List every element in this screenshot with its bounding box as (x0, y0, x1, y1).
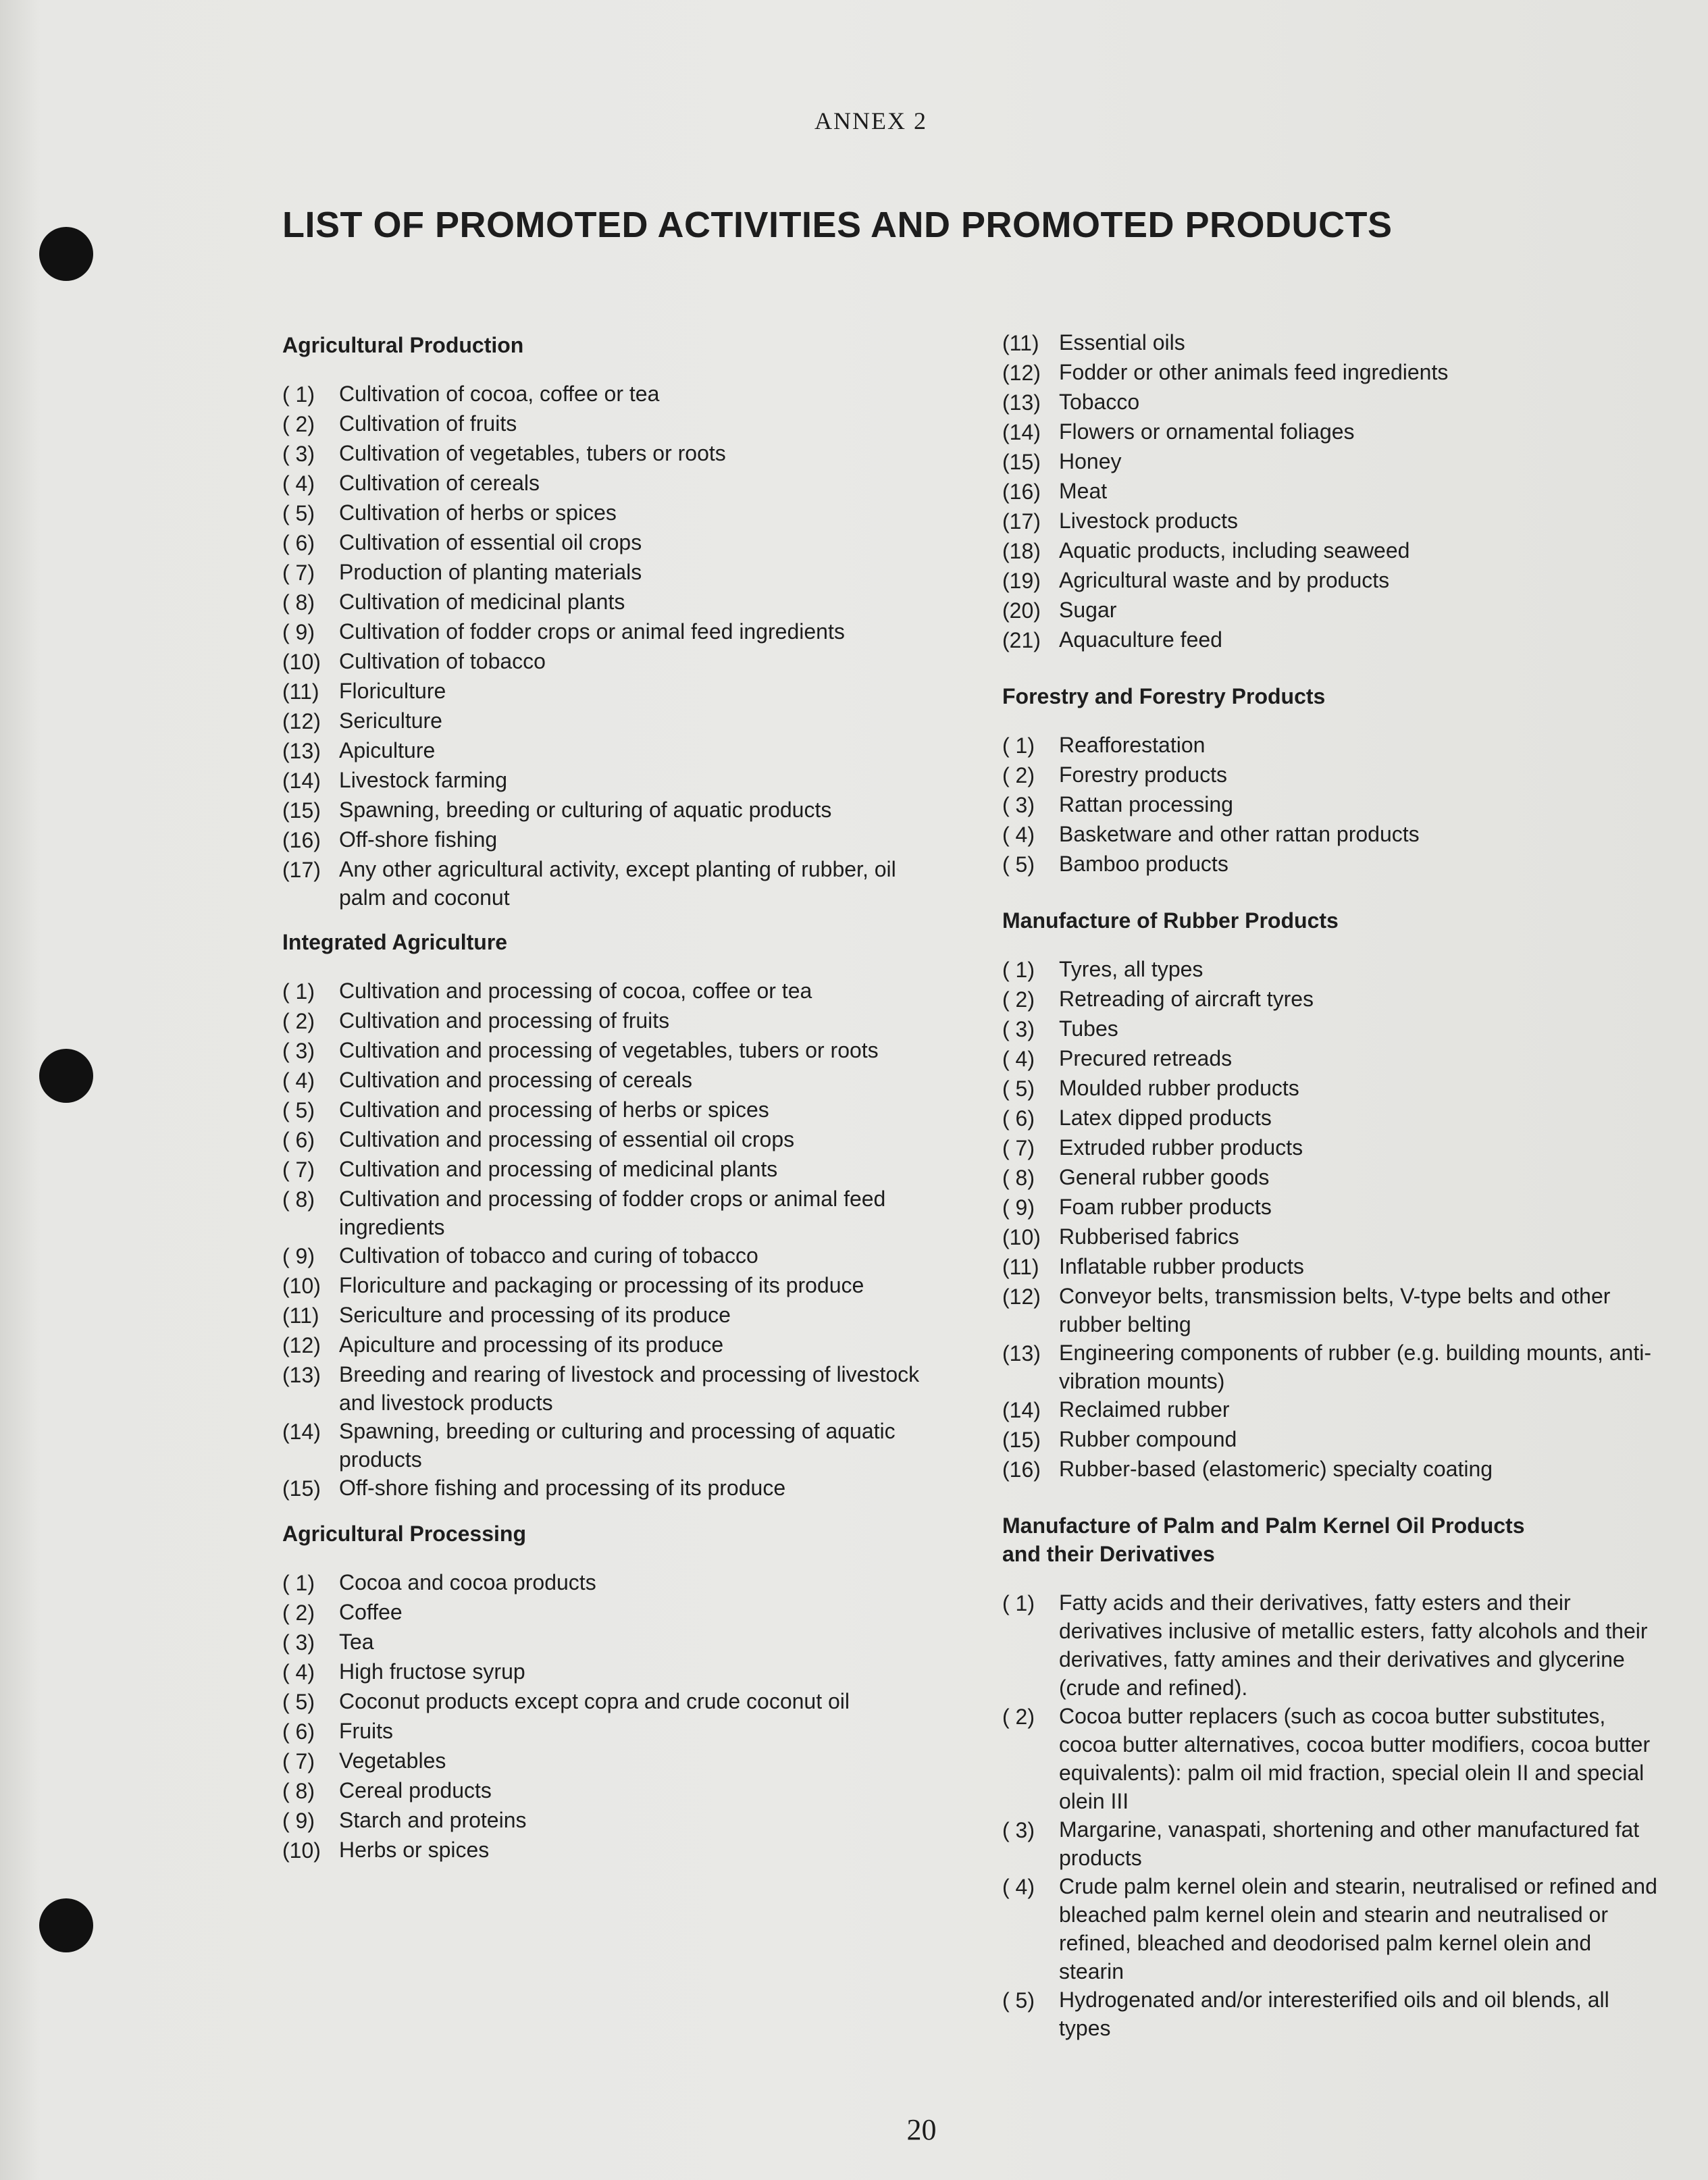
item-text: Fatty acids and their derivatives, fatty esters and their derivatives inclusive of metallic esters, fatty alcohols and their derivatives, fatty amines and their derivatives and glycerine (crude and refined). (1059, 1590, 1648, 1700)
item-text: Cultivation and processing of cocoa, coffee or tea (339, 979, 812, 1003)
item-number: (10) (1002, 1225, 1041, 1249)
item-text: Cereal products (339, 1778, 492, 1802)
item-text: Breeding and rearing of livestock and processing of livestock and livestock products (339, 1362, 920, 1415)
item-text: Rubber-based (elastomeric) specialty coating (1059, 1457, 1493, 1481)
item-text: Off-shore fishing (339, 827, 498, 852)
list-item (282, 1836, 941, 1865)
section-heading-forestry: Forestry and Forestry Products (1002, 684, 1326, 708)
item-number: (14) (1002, 420, 1041, 444)
list-agricultural-processing (282, 1568, 941, 1865)
item-number: (11) (1002, 331, 1039, 355)
item-text: Bamboo products (1059, 852, 1228, 876)
item-text: Cultivation of fruits (339, 411, 517, 436)
list-item (282, 1360, 941, 1417)
list-item (282, 1568, 941, 1598)
item-number: (16) (1002, 1457, 1041, 1482)
list-item (1002, 1395, 1661, 1425)
item-number: (10) (282, 650, 321, 674)
item-number: (16) (1002, 479, 1041, 504)
item-number: ( 8) (1002, 1166, 1035, 1190)
item-text: Cocoa and cocoa products (339, 1570, 596, 1594)
item-text: Cultivation of essential oil crops (339, 530, 642, 554)
item-text: Sericulture (339, 708, 442, 733)
item-number: ( 5) (282, 1690, 315, 1714)
list-item (282, 1301, 941, 1330)
item-number: ( 9) (282, 1244, 315, 1268)
list-item (282, 977, 941, 1006)
item-number: (12) (282, 1333, 321, 1357)
list-item (282, 1155, 941, 1185)
item-number: ( 4) (1002, 823, 1035, 847)
item-number: (17) (282, 858, 321, 882)
item-text: Agricultural waste and by products (1059, 568, 1390, 592)
item-number: ( 1) (282, 1571, 315, 1595)
list-item (1002, 417, 1661, 447)
list-item (1002, 1193, 1661, 1222)
item-text: Cultivation of cereals (339, 471, 540, 495)
list-item (1002, 1252, 1661, 1282)
item-text: Conveyor belts, transmission belts, V-type belts and other rubber belting (1059, 1284, 1611, 1336)
list-item (1002, 1339, 1661, 1395)
list-item (282, 706, 941, 736)
item-text: Cultivation of fodder crops or animal feed ingredients (339, 619, 845, 644)
item-number: ( 9) (282, 620, 315, 644)
item-text: Off-shore fishing and processing of its produce (339, 1476, 786, 1500)
binder-hole-bottom (39, 1898, 93, 1952)
item-number: (13) (1002, 1341, 1041, 1366)
list-item (282, 677, 941, 706)
list-item (282, 796, 941, 825)
list-item (282, 1095, 941, 1125)
list-item (1002, 358, 1661, 388)
item-number: (10) (282, 1274, 321, 1298)
item-text: Reclaimed rubber (1059, 1397, 1230, 1422)
section-heading-agricultural-production: Agricultural Production (282, 333, 524, 357)
item-number: ( 4) (1002, 1047, 1035, 1071)
item-text: General rubber goods (1059, 1165, 1270, 1189)
item-number: (12) (1002, 1284, 1041, 1309)
section-heading-integrated-agriculture: Integrated Agriculture (282, 930, 508, 954)
binder-hole-middle (39, 1049, 93, 1103)
list-item (282, 1271, 941, 1301)
item-text: Cultivation of cocoa, coffee or tea (339, 382, 660, 406)
list-item (282, 498, 941, 528)
item-text: Tubes (1059, 1016, 1118, 1041)
item-text: Honey (1059, 449, 1122, 473)
item-number: ( 5) (1002, 1076, 1035, 1101)
list-item (282, 825, 941, 855)
list-item (282, 736, 941, 766)
list-item (1002, 566, 1661, 596)
list-item (1002, 1282, 1661, 1339)
item-number: (20) (1002, 598, 1041, 623)
list-item (1002, 1163, 1661, 1193)
item-text: Livestock products (1059, 509, 1239, 533)
item-text: Sugar (1059, 598, 1117, 622)
list-item (1002, 955, 1661, 985)
list-item (1002, 820, 1661, 850)
item-text: Tobacco (1059, 390, 1140, 414)
binder-hole-top (39, 227, 93, 281)
list-item (282, 469, 941, 498)
list-item (282, 1687, 941, 1717)
item-number: ( 1) (1002, 1591, 1035, 1615)
item-text: Fodder or other animals feed ingredients (1059, 360, 1449, 384)
list-item (1002, 1044, 1661, 1074)
item-text: Forestry products (1059, 762, 1227, 787)
list-item (1002, 1986, 1661, 2042)
list-item (282, 439, 941, 469)
item-text: Any other agricultural activity, except planting of rubber, oil palm and coconut (339, 857, 896, 910)
item-text: High fructose syrup (339, 1659, 525, 1684)
item-number: (16) (282, 828, 321, 852)
list-agricultural-production (282, 380, 941, 912)
list-item (1002, 790, 1661, 820)
list-item (1002, 1588, 1661, 1702)
item-text: Retreading of aircraft tyres (1059, 987, 1314, 1011)
item-number: (21) (1002, 628, 1041, 652)
right-column (1002, 328, 1661, 2042)
item-text: Rubberised fabrics (1059, 1224, 1239, 1249)
item-number: ( 3) (1002, 793, 1035, 817)
item-text: Production of planting materials (339, 560, 642, 584)
item-text: Cultivation of tobacco (339, 649, 546, 673)
list-item (1002, 985, 1661, 1014)
list-item (1002, 625, 1661, 655)
list-item (1002, 1455, 1661, 1484)
item-text: Sericulture and processing of its produce (339, 1303, 731, 1327)
list-item (282, 1185, 941, 1241)
list-item (1002, 1425, 1661, 1455)
item-text: Floriculture (339, 679, 446, 703)
list-item (1002, 596, 1661, 625)
item-text: Tea (339, 1630, 374, 1654)
list-item (282, 1598, 941, 1628)
list-item (1002, 1702, 1661, 1815)
list-item (1002, 536, 1661, 566)
item-number: ( 3) (282, 1630, 315, 1655)
item-text: Aquatic products, including seaweed (1059, 538, 1410, 563)
list-item (282, 766, 941, 796)
list-item (1002, 1074, 1661, 1104)
item-text: Cultivation and processing of herbs or spices (339, 1097, 769, 1122)
item-number: ( 2) (282, 1009, 315, 1033)
item-text: Apiculture and processing of its produce (339, 1332, 724, 1357)
item-number: (12) (282, 709, 321, 733)
list-item (282, 1776, 941, 1806)
item-text: Coconut products except copra and crude coconut oil (339, 1689, 850, 1713)
item-number: ( 2) (1002, 987, 1035, 1012)
item-number: ( 9) (282, 1809, 315, 1833)
list-item (282, 1746, 941, 1776)
page-title: LIST OF PROMOTED ACTIVITIES AND PROMOTED PRODUCTS (282, 205, 1393, 245)
item-number: (13) (1002, 390, 1041, 415)
list-item (1002, 1815, 1661, 1872)
list-item (282, 528, 941, 558)
item-number: ( 4) (282, 1660, 315, 1684)
list-item (282, 588, 941, 617)
item-number: ( 1) (282, 979, 315, 1004)
item-text: Cultivation of herbs or spices (339, 500, 617, 525)
item-number: ( 4) (1002, 1875, 1035, 1899)
item-text: Rubber compound (1059, 1427, 1237, 1451)
item-text: Latex dipped products (1059, 1106, 1272, 1130)
item-number: (15) (1002, 450, 1041, 474)
list-item (282, 617, 941, 647)
item-text: Tyres, all types (1059, 957, 1204, 981)
item-number: ( 6) (282, 1128, 315, 1152)
list-item (282, 647, 941, 677)
list-item (282, 855, 941, 912)
item-number: (13) (282, 1363, 321, 1387)
item-text: Cultivation and processing of fruits (339, 1008, 670, 1033)
item-number: ( 9) (1002, 1195, 1035, 1220)
item-text: Flowers or ornamental foliages (1059, 419, 1355, 444)
list-item (1002, 328, 1661, 358)
item-text: Vegetables (339, 1748, 446, 1773)
item-text: Extruded rubber products (1059, 1135, 1303, 1160)
item-number: ( 2) (282, 1601, 315, 1625)
item-text: Coffee (339, 1600, 403, 1624)
item-text: Reafforestation (1059, 733, 1206, 757)
item-number: ( 7) (282, 561, 315, 585)
list-integrated-agriculture (282, 977, 941, 1503)
list-item (1002, 1222, 1661, 1252)
list-item (1002, 731, 1661, 760)
list-item (282, 380, 941, 409)
item-text: Cultivation and processing of vegetables, tubers or roots (339, 1038, 879, 1062)
list-item (1002, 850, 1661, 879)
annex-label: ANNEX 2 (814, 107, 927, 134)
item-text: Livestock farming (339, 768, 507, 792)
list-item (1002, 760, 1661, 790)
item-number: ( 2) (1002, 763, 1035, 787)
item-number: (12) (1002, 361, 1041, 385)
list-agricultural-processing-continued (1002, 328, 1661, 655)
item-number: ( 1) (282, 382, 315, 407)
item-number: ( 5) (282, 501, 315, 525)
item-number: ( 4) (282, 471, 315, 496)
item-text: Cultivation and processing of essential oil crops (339, 1127, 795, 1151)
item-text: Meat (1059, 479, 1108, 503)
item-text: Moulded rubber products (1059, 1076, 1299, 1100)
list-palm-oil (1002, 1588, 1661, 2042)
item-text: Foam rubber products (1059, 1195, 1272, 1219)
item-number: (13) (282, 739, 321, 763)
list-item (1002, 477, 1661, 507)
item-number: ( 3) (282, 1039, 315, 1063)
item-number: ( 8) (282, 1187, 315, 1212)
item-number: ( 3) (1002, 1017, 1035, 1041)
item-number: (11) (282, 679, 319, 704)
item-number: (15) (282, 1476, 321, 1501)
item-number: (15) (282, 798, 321, 823)
list-item (282, 1657, 941, 1687)
item-number: ( 8) (282, 1779, 315, 1803)
item-text: Engineering components of rubber (e.g. building mounts, anti-vibration mounts) (1059, 1341, 1651, 1393)
item-number: ( 2) (1002, 1705, 1035, 1729)
item-number: ( 6) (282, 1719, 315, 1744)
list-item (1002, 1872, 1661, 1986)
item-text: Spawning, breeding or culturing of aquatic products (339, 798, 832, 822)
item-number: (17) (1002, 509, 1041, 534)
list-item (282, 1628, 941, 1657)
item-number: (14) (1002, 1398, 1041, 1422)
item-text: Apiculture (339, 738, 436, 762)
list-item (282, 1717, 941, 1746)
item-number: ( 4) (282, 1068, 315, 1093)
section-heading-palm-oil: Manufacture of Palm and Palm Kernel Oil Products and their Derivatives (1002, 1513, 1525, 1566)
item-text: Rattan processing (1059, 792, 1233, 816)
item-number: (18) (1002, 539, 1041, 563)
item-number: (14) (282, 1420, 321, 1444)
item-number: (14) (282, 769, 321, 793)
item-text: Inflatable rubber products (1059, 1254, 1304, 1278)
item-text: Spawning, breeding or culturing and processing of aquatic products (339, 1419, 896, 1472)
item-text: Starch and proteins (339, 1808, 527, 1832)
list-item (282, 1036, 941, 1066)
list-item (282, 1066, 941, 1095)
item-text: Herbs or spices (339, 1838, 490, 1862)
list-item (1002, 1014, 1661, 1044)
item-number: ( 7) (282, 1158, 315, 1182)
item-number: ( 7) (282, 1749, 315, 1773)
item-number: ( 7) (1002, 1136, 1035, 1160)
item-text: Precured retreads (1059, 1046, 1233, 1070)
item-text: Cultivation of medicinal plants (339, 590, 625, 614)
list-item (282, 1330, 941, 1360)
item-text: Fruits (339, 1719, 393, 1743)
item-number: (11) (282, 1303, 319, 1328)
item-text: Margarine, vanaspati, shortening and other manufactured fat products (1059, 1817, 1640, 1870)
item-number: ( 6) (1002, 1106, 1035, 1131)
item-number: ( 5) (1002, 852, 1035, 877)
item-number: (10) (282, 1838, 321, 1863)
list-item (282, 1241, 941, 1271)
list-forestry (1002, 731, 1661, 879)
list-item (282, 1125, 941, 1155)
item-number: ( 1) (1002, 958, 1035, 982)
list-item (282, 558, 941, 588)
item-text: Cultivation and processing of fodder crops or animal feed ingredients (339, 1187, 886, 1239)
item-text: Cultivation and processing of medicinal plants (339, 1157, 778, 1181)
section-heading-agricultural-processing: Agricultural Processing (282, 1522, 526, 1546)
item-text: Crude palm kernel olein and stearin, neutralised or refined and bleached palm kernel olein and stearin and neutralised or refined, bleached and deodorised palm kernel olein and stearin (1059, 1874, 1657, 1983)
item-text: Floriculture and packaging or processing of its produce (339, 1273, 864, 1297)
list-item (282, 1006, 941, 1036)
page-number: 20 (906, 2113, 937, 2146)
list-item (282, 1806, 941, 1836)
list-item (1002, 1133, 1661, 1163)
item-number: ( 2) (282, 412, 315, 436)
list-item (282, 1417, 941, 1474)
section-heading-rubber: Manufacture of Rubber Products (1002, 908, 1339, 933)
item-number: ( 6) (282, 531, 315, 555)
list-item (1002, 1104, 1661, 1133)
item-number: ( 3) (1002, 1818, 1035, 1842)
item-text: Cultivation of vegetables, tubers or roots (339, 441, 726, 465)
item-number: ( 3) (282, 442, 315, 466)
item-text: Cocoa butter replacers (such as cocoa butter substitutes, cocoa butter alternatives, cocoa butter modifiers, cocoa butter equivalents): palm oil mid fraction, special olein II and special olein III (1059, 1704, 1651, 1813)
item-text: Cultivation of tobacco and curing of tobacco (339, 1243, 758, 1268)
item-text: Cultivation and processing of cereals (339, 1068, 692, 1092)
list-item (1002, 447, 1661, 477)
list-rubber (1002, 955, 1661, 1484)
item-number: ( 8) (282, 590, 315, 615)
item-number: ( 1) (1002, 733, 1035, 758)
item-number: ( 5) (1002, 1988, 1035, 2013)
list-item (282, 409, 941, 439)
list-item (1002, 388, 1661, 417)
item-text: Basketware and other rattan products (1059, 822, 1420, 846)
item-number: (11) (1002, 1255, 1039, 1279)
item-number: (15) (1002, 1428, 1041, 1452)
item-number: ( 5) (282, 1098, 315, 1122)
list-item (1002, 507, 1661, 536)
item-text: Aquaculture feed (1059, 627, 1222, 652)
item-text: Essential oils (1059, 330, 1185, 355)
item-number: (19) (1002, 569, 1041, 593)
item-text: Hydrogenated and/or interesterified oils and oil blends, all types (1059, 1988, 1609, 2040)
left-column (282, 331, 941, 1865)
list-item (282, 1474, 941, 1503)
